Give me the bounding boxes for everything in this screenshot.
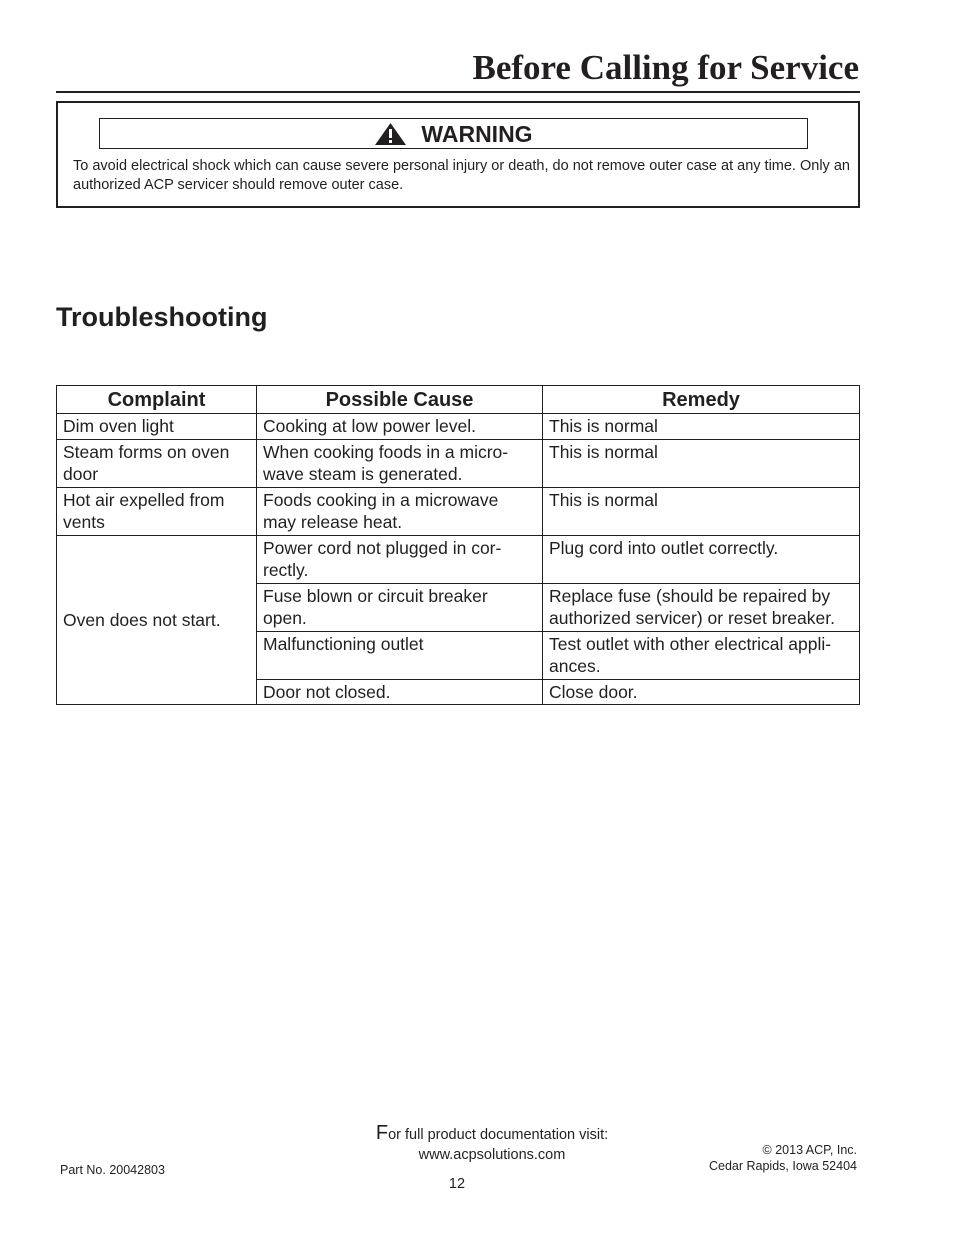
page-title: Before Calling for Service (472, 48, 859, 87)
cause-cell: When cooking foods in a micro-wave steam is generated. (257, 439, 543, 487)
cause-cell: Power cord not plugged in cor-rectly. (257, 535, 543, 583)
complaint-cell: Steam forms on oven door (57, 439, 257, 487)
section-title: Troubleshooting (56, 302, 268, 332)
footer-copyright (709, 1142, 857, 1174)
complaint-cell: Hot air expelled from vents (57, 487, 257, 535)
column-header-remedy: Remedy (543, 386, 860, 414)
remedy-cell: Test outlet with other electrical appli-ances. (543, 631, 860, 679)
table-row (57, 487, 860, 535)
table-header-row (57, 386, 860, 414)
part-number: Part No. 20042803 (60, 1163, 165, 1177)
remedy-cell: Plug cord into outlet correctly. (543, 535, 860, 583)
copyright-text: © 2013 ACP, Inc. (762, 1143, 857, 1157)
cause-cell: Door not closed. (257, 679, 543, 705)
address-text: Cedar Rapids, Iowa 52404 (708, 1159, 857, 1173)
column-header-complaint: Complaint (57, 386, 257, 414)
remedy-cell: This is normal (543, 487, 860, 535)
remedy-cell: Replace fuse (should be repaired by authorized servicer) or reset breaker. (543, 583, 860, 631)
warning-triangle-icon (374, 122, 407, 146)
complaint-cell: Oven does not start. (57, 535, 257, 705)
warning-text: To avoid electrical shock which can cause severe personal injury or death, do not remove outer case at any time. Only an authorized ACP servicer should remove outer case. (73, 158, 850, 193)
troubleshooting-table (56, 385, 860, 705)
footer-doc-first-letter: F (375, 1122, 389, 1144)
warning-label: WARNING (421, 120, 533, 147)
cause-cell: Fuse blown or circuit breaker open. (257, 583, 543, 631)
footer-doc-text: or full product documentation visit: (388, 1127, 609, 1143)
remedy-cell: This is normal (543, 414, 860, 440)
warning-box (56, 101, 860, 208)
table-row (57, 414, 860, 440)
remedy-cell: Close door. (543, 679, 860, 705)
cause-cell: Cooking at low power level. (257, 414, 543, 440)
title-rule (56, 91, 860, 93)
table-row (57, 535, 860, 583)
footer-url: www.acpsolutions.com (418, 1147, 566, 1163)
table-row (57, 439, 860, 487)
footer-documentation-note (342, 1124, 642, 1145)
warning-banner (99, 118, 808, 149)
column-header-cause: Possible Cause (257, 386, 543, 414)
complaint-cell: Dim oven light (57, 414, 257, 440)
cause-cell: Malfunctioning outlet (257, 631, 543, 679)
remedy-cell: This is normal (543, 439, 860, 487)
cause-cell: Foods cooking in a microwave may release heat. (257, 487, 543, 535)
page-number: 12 (448, 1176, 466, 1192)
